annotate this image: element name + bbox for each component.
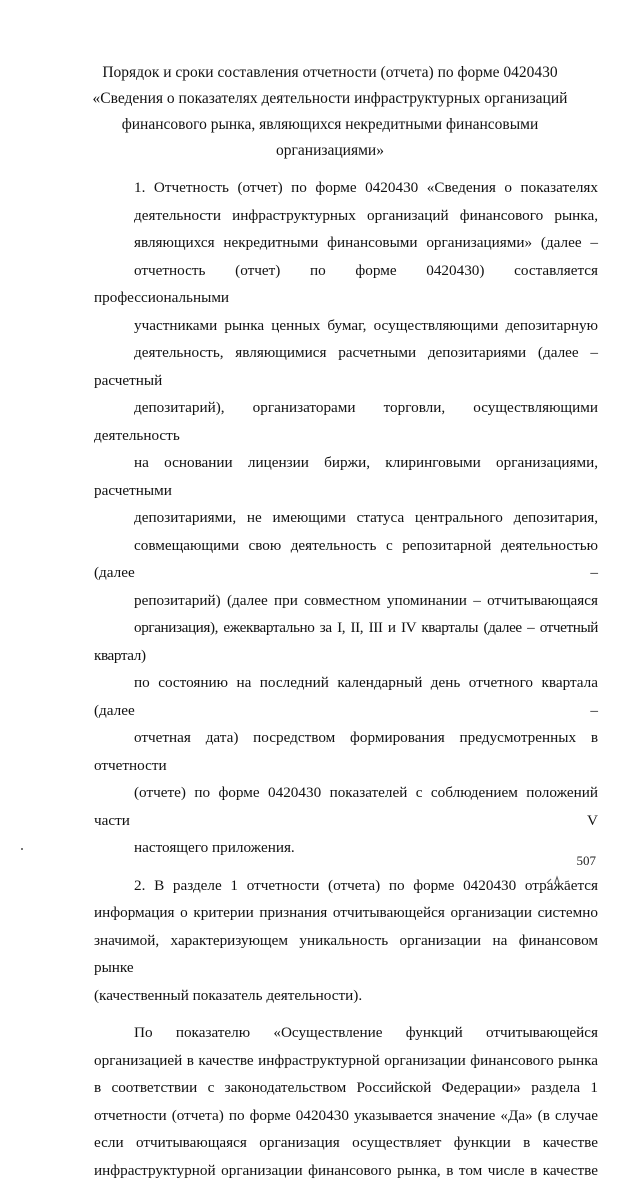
- text-line: являющихся некредитными финансовыми организациями» (далее –: [134, 234, 598, 251]
- text-line: (отчете) по форме 0420430 показателей с соблюдением положений части V: [94, 784, 598, 829]
- text-line: депозитариями, не имеющими статуса центрального депозитария,: [134, 509, 598, 526]
- title-line: организациями»: [276, 142, 384, 159]
- text-line: значимой, характеризующем уникальность организации на финансовом рынке: [94, 931, 598, 976]
- scan-speck: [21, 848, 23, 850]
- text-line: настоящего приложения.: [134, 839, 295, 856]
- title-line: «Сведения о показателях деятельности инфраструктурных организаций: [92, 90, 568, 107]
- paragraph-3: [94, 1019, 598, 1184]
- text-line: отчетности (отчета) по форме 0420430 указывается значение «Да» (в случае: [94, 1106, 598, 1124]
- text-line: репозитарий) (далее при совместном упоминании – отчитывающаяся: [134, 591, 598, 609]
- document-body: [94, 174, 598, 1194]
- text-line: организацией в качестве инфраструктурной организации финансового рынка: [94, 1051, 598, 1069]
- text-line: по состоянию на последний календарный день отчетного квартала (далее –: [94, 674, 598, 719]
- text-line: организация), ежеквартально за I, II, III и IV кварталы (далее – отчетный квартал): [94, 619, 598, 664]
- text-line: в соответствии с законодательством Российской Федерации» раздела 1: [94, 1079, 598, 1096]
- text-line: инфраструктурной организации финансового рынка, в том числе в качестве: [94, 1161, 598, 1179]
- text-line: совмещающими свою деятельность с репозитарной деятельностью (далее –: [94, 536, 598, 581]
- text-line: 1. Отчетность (отчет) по форме 0420430 «Сведения о показателях: [134, 179, 598, 196]
- text-line: депозитарий), организаторами торговли, осуществляющими деятельность: [94, 399, 598, 444]
- paragraph-2: [94, 872, 598, 1010]
- text-line: отчетная дата) посредством формирования предусмотренных в отчетности: [94, 729, 598, 774]
- text-line: на основании лицензии биржи, клиринговыми организациями, расчетными: [94, 454, 598, 499]
- page-number: 507: [576, 853, 596, 868]
- handwritten-mark-icon: [545, 873, 585, 885]
- title-line: финансового рынка, являющихся некредитными финансовыми: [121, 116, 539, 133]
- text-line: (качественный показатель деятельности).: [94, 986, 363, 1004]
- text-line: отчетность (отчет) по форме 0420430) составляется профессиональными: [94, 261, 598, 306]
- document-title: [70, 60, 590, 164]
- text-line: участниками рынка ценных бумаг, осуществляющими депозитарную: [134, 316, 598, 334]
- title-line: Порядок и сроки составления отчетности (отчета) по форме 0420430: [102, 64, 558, 81]
- text-line: информация о критерии признания отчитывающейся организации системно: [94, 904, 598, 921]
- text-line: 2. В разделе 1 отчетности (отчета) по форме 0420430 отражается: [134, 876, 598, 894]
- text-line: деятельности инфраструктурных организаций финансового рынка,: [134, 206, 598, 224]
- text-line: если отчитывающаяся организация осуществляет функции в качестве: [94, 1134, 598, 1151]
- text-line: деятельность, являющимися расчетными депозитариями (далее – расчетный: [94, 344, 598, 389]
- text-line: По показателю «Осуществление функций отчитывающейся: [134, 1024, 598, 1041]
- paragraph-1: [94, 174, 598, 862]
